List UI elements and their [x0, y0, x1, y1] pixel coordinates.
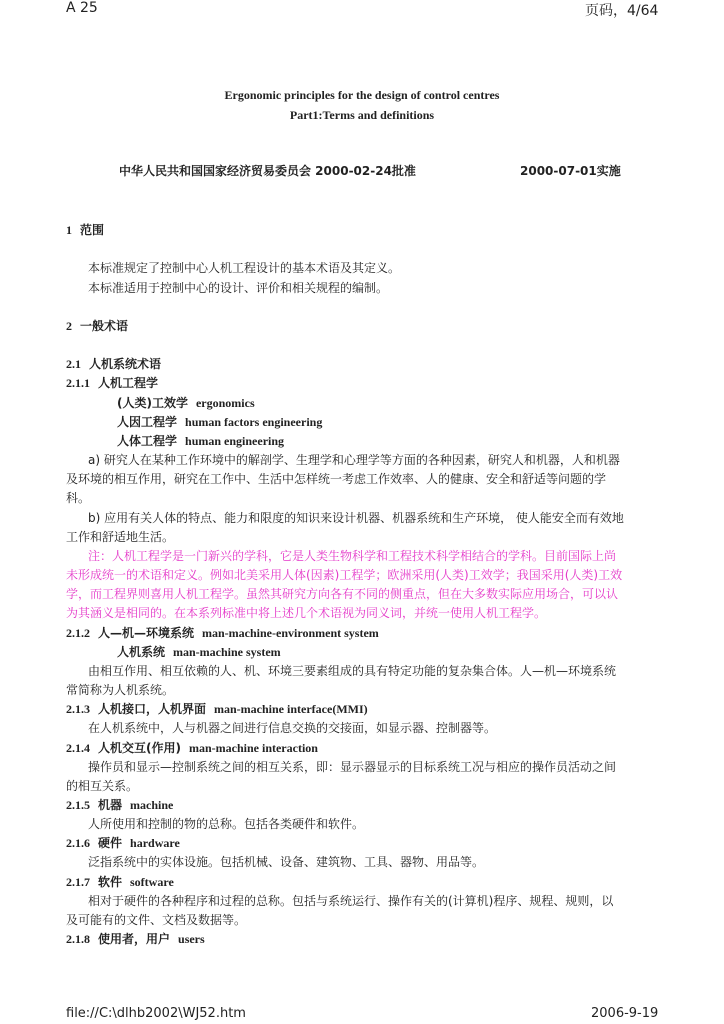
term-title: 人—机—环境系统 — [98, 626, 195, 640]
paragraph-line: 科。 — [66, 491, 91, 505]
term-title: 使用者，用户 — [98, 932, 171, 946]
section-title: 人机系统术语 — [89, 357, 162, 371]
paragraph-line: 及环境的相互作用，研究在工作中、生活中怎样统一考虑工作效率、人的健康、安全和舒适等问题的学 — [66, 472, 607, 486]
paragraph-line: 本标准适用于控制中心的设计、评价和相关规程的编制。 — [88, 281, 389, 295]
term-english: machine — [130, 798, 174, 812]
term-title: 人机交互(作用) — [98, 741, 181, 755]
term-english: man-machine-environment system — [202, 626, 379, 640]
term-title: 硬件 — [98, 836, 123, 850]
term-title: 机器 — [98, 798, 123, 812]
term-heading — [66, 834, 180, 851]
note-line: 注：人机工程学是一门新兴的学科，它是人类生物科学和工程技术科学相结合的学科。目前国际上尚 — [88, 549, 617, 563]
section-title: 范围 — [80, 223, 105, 237]
doc-id: A 25 — [66, 0, 98, 16]
term-heading — [66, 873, 174, 890]
paragraph-line: 由相互作用、相互依赖的人、机、环境三要素组成的具有特定功能的复杂集合体。人—机—环境系统 — [88, 664, 617, 678]
term-title: 人机工程学 — [98, 376, 159, 390]
section-heading — [66, 221, 104, 238]
paragraph-line: 常简称为人机系统。 — [66, 683, 175, 697]
term-synonym — [117, 643, 281, 660]
term-number: 2.1.4 — [66, 741, 90, 755]
synonym-en: man-machine system — [173, 645, 281, 659]
synonym-en: ergonomics — [195, 396, 255, 410]
term-english: man-machine interface(MMI) — [214, 702, 368, 716]
term-title: 人机接口，人机界面 — [98, 702, 207, 716]
synonym-cn: 人体工程学 — [117, 434, 178, 448]
term-english: users — [178, 932, 205, 946]
subsection-heading — [66, 355, 161, 372]
term-synonym — [117, 394, 255, 411]
paragraph-line: 及可能有的文件、文档及数据等。 — [66, 913, 247, 927]
term-number: 2.1.7 — [66, 875, 90, 889]
synonym-cn: 人机系统 — [117, 645, 166, 659]
paragraph-line: 相对于硬件的各种程序和过程的总称。包括与系统运行、操作有关的(计算机)程序、规程、规则，以 — [88, 894, 614, 908]
term-english: software — [130, 875, 174, 889]
synonym-en: human factors engineering — [185, 415, 323, 429]
page-number: 页码，4/64 — [585, 3, 659, 19]
term-english: hardware — [130, 836, 180, 850]
doc-title-line2: Part1:Terms and definitions — [289, 108, 435, 122]
term-synonym — [117, 432, 284, 449]
term-number: 2.1.6 — [66, 836, 90, 850]
approval-issuer: 中华人民共和国国家经济贸易委员会 2000-02-24批准 — [119, 164, 416, 178]
synonym-cn: 人因工程学 — [117, 415, 178, 429]
term-heading — [66, 374, 158, 391]
file-path: file://C:\dlhb2002\WJ52.htm — [66, 1006, 246, 1021]
section-number: 1 — [66, 223, 72, 237]
paragraph-line: a) 研究人在某种工作环境中的解剖学、生理学和心理学等方面的各种因素，研究人和机器，人和机器 — [88, 453, 620, 467]
section-number: 2 — [66, 319, 72, 333]
term-number: 2.1.2 — [66, 626, 90, 640]
paragraph-line: 本标准规定了控制中心人机工程设计的基本术语及其定义。 — [88, 261, 401, 275]
print-date: 2006-9-19 — [591, 1006, 659, 1021]
term-english: man-machine interaction — [188, 741, 318, 755]
term-synonym — [117, 413, 322, 430]
term-number: 2.1.1 — [66, 376, 90, 390]
paragraph-line: 泛指系统中的实体设施。包括机械、设备、建筑物、工具、器物、用品等。 — [88, 855, 485, 869]
term-heading — [66, 739, 318, 756]
section-heading — [66, 317, 128, 334]
note-line: 为其涵义是相同的。在本系列标准中将上述几个术语视为同义词，并统一使用人机工程学。 — [66, 606, 547, 620]
section-number: 2.1 — [66, 357, 81, 371]
term-number: 2.1.8 — [66, 932, 90, 946]
paragraph-line: 在人机系统中，人与机器之间进行信息交换的交接面，如显示器、控制器等。 — [88, 721, 497, 735]
paragraph-line: 人所使用和控制的物的总称。包括各类硬件和软件。 — [88, 817, 365, 831]
term-title: 软件 — [98, 875, 123, 889]
section-title: 一般术语 — [80, 319, 129, 333]
synonym-en: human engineering — [185, 434, 285, 448]
term-heading — [66, 624, 379, 641]
synonym-cn: (人类)工效学 — [117, 396, 188, 410]
term-heading — [66, 700, 368, 717]
term-heading — [66, 796, 173, 813]
approval-effective: 2000-07-01实施 — [520, 164, 621, 178]
paragraph-line: b) 应用有关人体的特点、能力和限度的知识来设计机器、机器系统和生产环境， 使人能安全而有效地 — [88, 511, 624, 525]
doc-title-line1: Ergonomic principles for the design of control centres — [224, 88, 500, 102]
paragraph-line: 操作员和显示—控制系统之间的相互关系，即：显示器显示的目标系统工况与相应的操作员活动之间 — [88, 760, 617, 774]
paragraph-line: 工作和舒适地生活。 — [66, 530, 175, 544]
paragraph-line: 的相互关系。 — [66, 779, 139, 793]
note-line: 未形成统一的术语和定义。例如北美采用人体(因素)工程学；欧洲采用(人类)工效学；我国采用(人类)工效 — [66, 568, 623, 582]
term-number: 2.1.3 — [66, 702, 90, 716]
term-heading — [66, 930, 205, 947]
note-line: 学，而工程界则喜用人机工程学。虽然其研究方向各有不同的侧重点，但在大多数实际应用场合，可以认 — [66, 587, 619, 601]
term-number: 2.1.5 — [66, 798, 90, 812]
